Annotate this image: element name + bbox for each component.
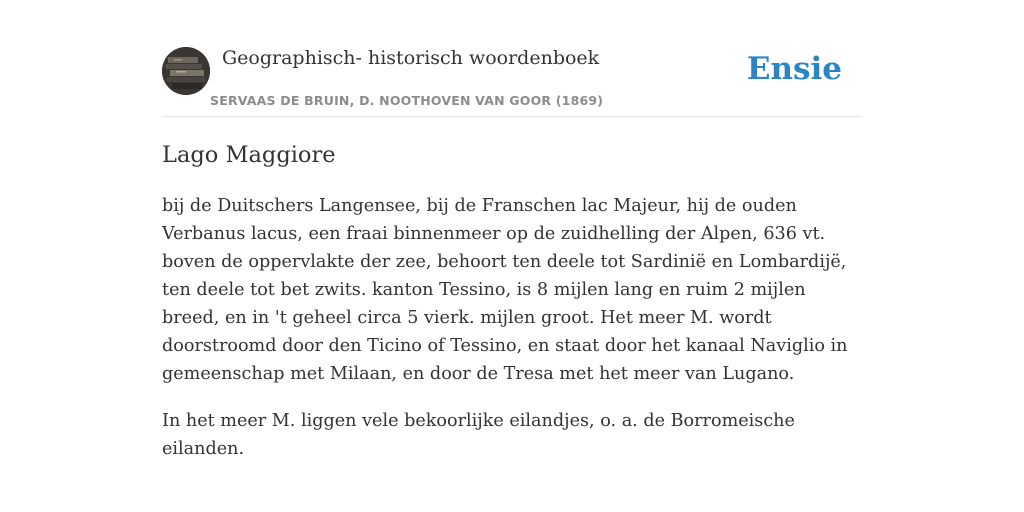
header xyxy=(162,0,862,117)
entry-paragraph: bij de Duitschers Langensee, bij de Franschen lac Majeur, hij de ouden Verbanus lacus, een fraai binnenmeer op de zuidhelling der Alpen, 636 vt. boven de oppervlakte der zee, behoort ten deele tot Sardinië en Lombardijë, ten deele tot bet zwits. kanton Tessino, is 8 mijlen lang en ruim 2 mijlen breed, en in 't geheel circa 5 vierk. mijlen groot. Het meer M. wordt doorstroomd door den Ticino of Tessino, en staat door het kanaal Naviglio in gemeenschap met Milaan, en door de Tresa met het meer van Lugano. xyxy=(162,196,848,384)
book-cover-icon[interactable] xyxy=(162,47,210,95)
ensie-logo-link[interactable]: Ensie xyxy=(746,51,842,87)
entry-title: Lago Maggiore xyxy=(162,142,336,168)
entry-body xyxy=(162,192,862,482)
book-authors: SERVAAS DE BRUIN, D. NOOTHOVEN VAN GOOR (1869) xyxy=(210,93,604,108)
book-title[interactable]: Geographisch- historisch woordenboek xyxy=(222,47,600,69)
page-container xyxy=(162,0,862,459)
entry-paragraph: In het meer M. liggen vele bekoorlijke eilandjes, o. a. de Borromeische eilanden. xyxy=(162,411,795,459)
